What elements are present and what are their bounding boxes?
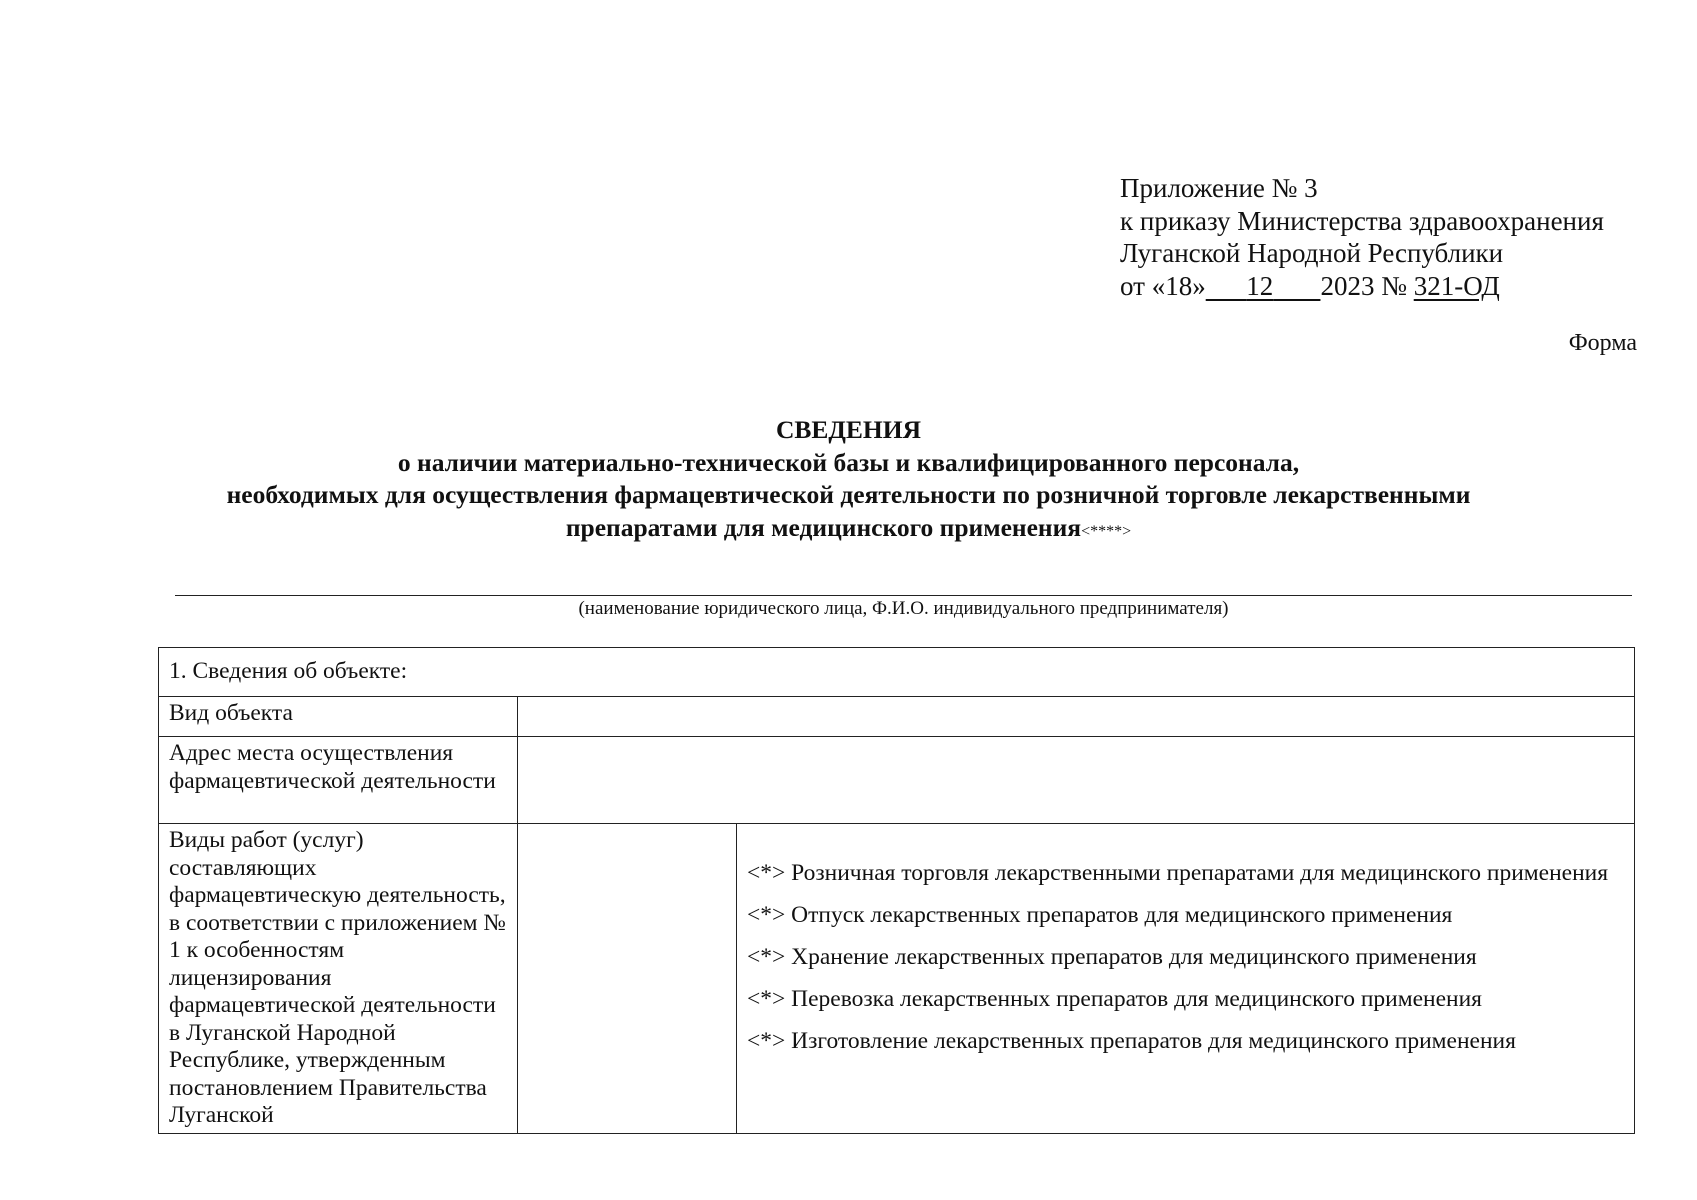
footnote-mark: <****> [1081,522,1132,540]
date-year: 2023 № [1320,270,1414,301]
address-value[interactable] [518,737,1635,824]
appendix-number: Приложение № 3 [1120,173,1318,203]
table-section-header [159,648,1635,697]
table-row [159,697,1635,737]
title-line-2: о наличии материально-технической базы и квалифицированного персонала, [397,447,1300,477]
order-number: 321-ОД [1413,270,1500,301]
org-name-caption: (наименование юридического лица, Ф.И.О. индивидуального предпринимателя) [578,598,1229,619]
appendix-date-line [1120,270,1604,303]
appendix-ministry: Луганской Народной Республики [1120,238,1504,268]
works-empty-cell[interactable] [518,824,737,1134]
document-title [0,414,1697,548]
table-row [159,737,1635,824]
work-item-dispensing[interactable]: <*> Отпуск лекарственных препаратов для медицинского применения [747,902,1453,928]
section-title: 1. Сведения об объекте: [159,648,1635,697]
object-info-table [158,647,1635,1134]
title-heading: СВЕДЕНИЯ [775,415,922,444]
work-item-storage[interactable]: <*> Хранение лекарственных препаратов для медицинского применения [747,944,1477,970]
title-line-4: препаратами для медицинского применения<****> [565,512,1132,542]
table-row [159,824,1635,1134]
date-month: 12 [1246,270,1274,301]
appendix-block [1120,172,1604,302]
work-item-retail[interactable]: <*> Розничная торговля лекарственными препаратами для медицинского применения [747,860,1609,886]
work-item-manufacturing[interactable]: <*> Изготовление лекарственных препаратов для медицинского применения [747,1028,1516,1054]
form-label: Форма [1568,330,1637,356]
date-prefix: от «18» [1120,270,1206,301]
works-label: Виды работ (услуг) составляющих фармацевтическую деятельность, в соответствии с приложением № 1 к особенностям лицензирования фармацевтической деятельности в Луганской Народной Республике, утвержденным постановлением Правительства Луганской [159,824,518,1134]
work-item-transport[interactable]: <*> Перевозка лекарственных препаратов для медицинского применения [747,986,1482,1012]
title-line-3: необходимых для осуществления фармацевтической деятельности по розничной торговле лекарственными [226,480,1471,509]
works-list-cell [737,824,1635,1134]
address-label: Адрес места осуществления фармацевтической деятельности [159,737,518,824]
object-type-label: Вид объекта [159,697,518,737]
object-type-value[interactable] [518,697,1635,737]
org-name-field-line[interactable] [175,595,1632,596]
appendix-order-ref: к приказу Министерства здравоохранения [1120,205,1604,236]
